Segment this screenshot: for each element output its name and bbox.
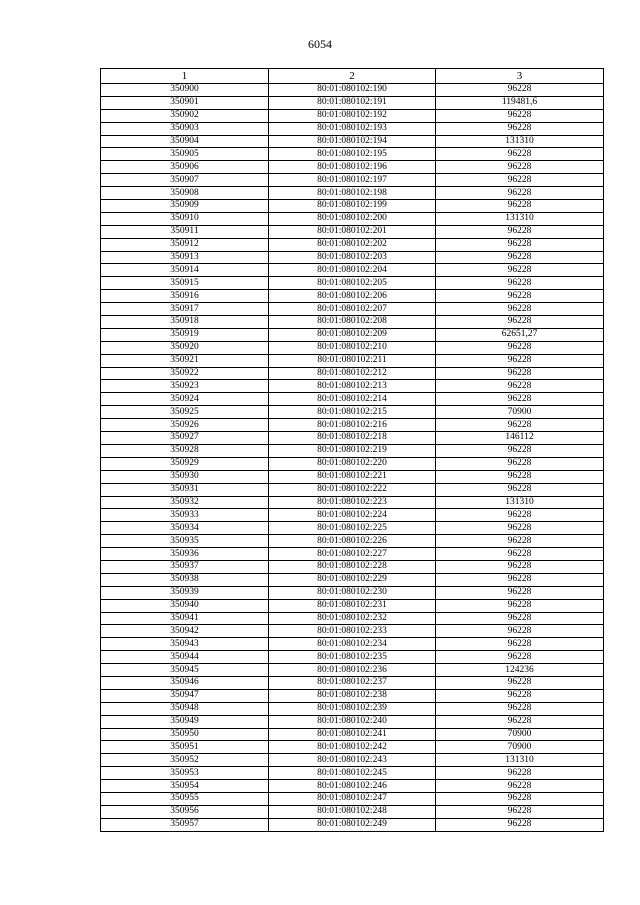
- table-row: [101, 135, 604, 148]
- table-row: [101, 483, 604, 496]
- table-row: [101, 470, 604, 483]
- table-row: [101, 354, 604, 367]
- cadastral-number-cell: 80:01:080102:241: [269, 728, 436, 741]
- table-row: [101, 290, 604, 303]
- cadastral-number-cell: 80:01:080102:230: [269, 586, 436, 599]
- table-row: [101, 316, 604, 329]
- value-cell: 96228: [436, 354, 604, 367]
- value-cell: 131310: [436, 496, 604, 509]
- value-cell: 96228: [436, 393, 604, 406]
- row-number-cell: 350947: [101, 689, 269, 702]
- row-number-cell: 350928: [101, 444, 269, 457]
- row-number-cell: 350908: [101, 187, 269, 200]
- row-number-cell: 350948: [101, 702, 269, 715]
- table-row: [101, 380, 604, 393]
- table-row: [101, 109, 604, 122]
- cadastral-number-cell: 80:01:080102:191: [269, 96, 436, 109]
- cadastral-number-cell: 80:01:080102:204: [269, 264, 436, 277]
- column-header-1: 1: [101, 69, 269, 84]
- value-cell: 96228: [436, 457, 604, 470]
- value-cell: 96228: [436, 277, 604, 290]
- cadastral-number-cell: 80:01:080102:249: [269, 818, 436, 831]
- table-row: [101, 676, 604, 689]
- table-row: [101, 303, 604, 316]
- cadastral-number-cell: 80:01:080102:234: [269, 638, 436, 651]
- row-number-cell: 350930: [101, 470, 269, 483]
- value-cell: 96228: [436, 251, 604, 264]
- cadastral-number-cell: 80:01:080102:216: [269, 419, 436, 432]
- cadastral-number-cell: 80:01:080102:219: [269, 444, 436, 457]
- cadastral-number-cell: 80:01:080102:236: [269, 664, 436, 677]
- row-number-cell: 350926: [101, 419, 269, 432]
- table-row: [101, 406, 604, 419]
- row-number-cell: 350934: [101, 522, 269, 535]
- table-row: [101, 599, 604, 612]
- table-row: [101, 328, 604, 341]
- row-number-cell: 350956: [101, 805, 269, 818]
- row-number-cell: 350925: [101, 406, 269, 419]
- row-number-cell: 350941: [101, 612, 269, 625]
- table-row: [101, 277, 604, 290]
- cadastral-number-cell: 80:01:080102:229: [269, 573, 436, 586]
- table-row: [101, 341, 604, 354]
- table-row: [101, 612, 604, 625]
- value-cell: 96228: [436, 225, 604, 238]
- cadastral-number-cell: 80:01:080102:201: [269, 225, 436, 238]
- row-number-cell: 350916: [101, 290, 269, 303]
- page-number: 6054: [308, 37, 332, 51]
- table-row: [101, 174, 604, 187]
- value-cell: 96228: [436, 174, 604, 187]
- value-cell: 131310: [436, 754, 604, 767]
- row-number-cell: 350905: [101, 148, 269, 161]
- row-number-cell: 350940: [101, 599, 269, 612]
- value-cell: 96228: [436, 573, 604, 586]
- value-cell: 96228: [436, 187, 604, 200]
- cadastral-number-cell: 80:01:080102:225: [269, 522, 436, 535]
- row-number-cell: 350902: [101, 109, 269, 122]
- value-cell: 96228: [436, 780, 604, 793]
- row-number-cell: 350912: [101, 238, 269, 251]
- cadastral-number-cell: 80:01:080102:195: [269, 148, 436, 161]
- value-cell: 96228: [436, 676, 604, 689]
- row-number-cell: 350918: [101, 316, 269, 329]
- table-row: [101, 367, 604, 380]
- cadastral-number-cell: 80:01:080102:233: [269, 625, 436, 638]
- table-row: [101, 225, 604, 238]
- value-cell: 96228: [436, 264, 604, 277]
- row-number-cell: 350933: [101, 509, 269, 522]
- table-row: [101, 741, 604, 754]
- cadastral-number-cell: 80:01:080102:203: [269, 251, 436, 264]
- value-cell: 96228: [436, 380, 604, 393]
- value-cell: 96228: [436, 599, 604, 612]
- row-number-cell: 350946: [101, 676, 269, 689]
- cadastral-number-cell: 80:01:080102:242: [269, 741, 436, 754]
- value-cell: 96228: [436, 303, 604, 316]
- table-row: [101, 638, 604, 651]
- table-row: [101, 432, 604, 445]
- cadastral-number-cell: 80:01:080102:245: [269, 767, 436, 780]
- table-row: [101, 251, 604, 264]
- row-number-cell: 350917: [101, 303, 269, 316]
- cadastral-number-cell: 80:01:080102:218: [269, 432, 436, 445]
- row-number-cell: 350949: [101, 715, 269, 728]
- cadastral-number-cell: 80:01:080102:199: [269, 200, 436, 213]
- value-cell: 96228: [436, 612, 604, 625]
- value-cell: 96228: [436, 651, 604, 664]
- table-row: [101, 818, 604, 831]
- value-cell: 96228: [436, 522, 604, 535]
- cadastral-number-cell: 80:01:080102:213: [269, 380, 436, 393]
- value-cell: 96228: [436, 818, 604, 831]
- value-cell: 96228: [436, 586, 604, 599]
- value-cell: 70900: [436, 406, 604, 419]
- row-number-cell: 350921: [101, 354, 269, 367]
- table-row: [101, 496, 604, 509]
- row-number-cell: 350957: [101, 818, 269, 831]
- table-row: [101, 715, 604, 728]
- column-header-2: 2: [269, 69, 436, 84]
- row-number-cell: 350923: [101, 380, 269, 393]
- row-number-cell: 350952: [101, 754, 269, 767]
- row-number-cell: 350906: [101, 161, 269, 174]
- cadastral-number-cell: 80:01:080102:232: [269, 612, 436, 625]
- row-number-cell: 350927: [101, 432, 269, 445]
- row-number-cell: 350901: [101, 96, 269, 109]
- row-number-cell: 350942: [101, 625, 269, 638]
- value-cell: 96228: [436, 419, 604, 432]
- row-number-cell: 350931: [101, 483, 269, 496]
- value-cell: 96228: [436, 548, 604, 561]
- value-cell: 96228: [436, 200, 604, 213]
- table-row: [101, 444, 604, 457]
- table-row: [101, 122, 604, 135]
- table-row: [101, 96, 604, 109]
- table-row: [101, 200, 604, 213]
- cadastral-number-cell: 80:01:080102:240: [269, 715, 436, 728]
- cadastral-number-cell: 80:01:080102:210: [269, 341, 436, 354]
- row-number-cell: 350937: [101, 560, 269, 573]
- table-row: [101, 586, 604, 599]
- table-row: [101, 767, 604, 780]
- value-cell: 96228: [436, 535, 604, 548]
- value-cell: 96228: [436, 767, 604, 780]
- cadastral-number-cell: 80:01:080102:211: [269, 354, 436, 367]
- cadastral-number-cell: 80:01:080102:238: [269, 689, 436, 702]
- table-row: [101, 535, 604, 548]
- table-row: [101, 393, 604, 406]
- row-number-cell: 350915: [101, 277, 269, 290]
- row-number-cell: 350951: [101, 741, 269, 754]
- cadastral-number-cell: 80:01:080102:194: [269, 135, 436, 148]
- table-row: [101, 689, 604, 702]
- value-cell: 124236: [436, 664, 604, 677]
- cadastral-number-cell: 80:01:080102:247: [269, 792, 436, 805]
- value-cell: 96228: [436, 702, 604, 715]
- value-cell: 96228: [436, 341, 604, 354]
- cadastral-number-cell: 80:01:080102:196: [269, 161, 436, 174]
- row-number-cell: 350953: [101, 767, 269, 780]
- row-number-cell: 350938: [101, 573, 269, 586]
- cadastral-number-cell: 80:01:080102:197: [269, 174, 436, 187]
- cadastral-number-cell: 80:01:080102:215: [269, 406, 436, 419]
- cadastral-number-cell: 80:01:080102:193: [269, 122, 436, 135]
- cadastral-number-cell: 80:01:080102:200: [269, 212, 436, 225]
- table-row: [101, 238, 604, 251]
- row-number-cell: 350954: [101, 780, 269, 793]
- value-cell: 131310: [436, 135, 604, 148]
- row-number-cell: 350932: [101, 496, 269, 509]
- cadastral-number-cell: 80:01:080102:206: [269, 290, 436, 303]
- table-header: [101, 69, 604, 84]
- value-cell: 62651,27: [436, 328, 604, 341]
- table-row: [101, 728, 604, 741]
- value-cell: 96228: [436, 470, 604, 483]
- column-header-3: 3: [436, 69, 604, 84]
- cadastral-number-cell: 80:01:080102:231: [269, 599, 436, 612]
- value-cell: 96228: [436, 109, 604, 122]
- table-row: [101, 548, 604, 561]
- row-number-cell: 350924: [101, 393, 269, 406]
- value-cell: 96228: [436, 483, 604, 496]
- row-number-cell: 350929: [101, 457, 269, 470]
- cadastral-number-cell: 80:01:080102:207: [269, 303, 436, 316]
- value-cell: 96228: [436, 84, 604, 97]
- value-cell: 96228: [436, 560, 604, 573]
- cadastral-number-cell: 80:01:080102:205: [269, 277, 436, 290]
- row-number-cell: 350909: [101, 200, 269, 213]
- value-cell: 70900: [436, 741, 604, 754]
- table-row: [101, 805, 604, 818]
- value-cell: 96228: [436, 122, 604, 135]
- cadastral-number-cell: 80:01:080102:239: [269, 702, 436, 715]
- table-row: [101, 702, 604, 715]
- table-row: [101, 509, 604, 522]
- cadastral-number-cell: 80:01:080102:243: [269, 754, 436, 767]
- value-cell: 131310: [436, 212, 604, 225]
- value-cell: 96228: [436, 638, 604, 651]
- value-cell: 96228: [436, 509, 604, 522]
- row-number-cell: 350907: [101, 174, 269, 187]
- cadastral-number-cell: 80:01:080102:192: [269, 109, 436, 122]
- row-number-cell: 350920: [101, 341, 269, 354]
- row-number-cell: 350935: [101, 535, 269, 548]
- table-row: [101, 573, 604, 586]
- table-row: [101, 84, 604, 97]
- cadastral-number-cell: 80:01:080102:220: [269, 457, 436, 470]
- value-cell: 96228: [436, 715, 604, 728]
- cadastral-number-cell: 80:01:080102:226: [269, 535, 436, 548]
- value-cell: 96228: [436, 444, 604, 457]
- cadastral-number-cell: 80:01:080102:248: [269, 805, 436, 818]
- row-number-cell: 350944: [101, 651, 269, 664]
- value-cell: 96228: [436, 238, 604, 251]
- row-number-cell: 350914: [101, 264, 269, 277]
- cadastral-number-cell: 80:01:080102:246: [269, 780, 436, 793]
- value-cell: 96228: [436, 161, 604, 174]
- row-number-cell: 350939: [101, 586, 269, 599]
- cadastral-number-cell: 80:01:080102:221: [269, 470, 436, 483]
- row-number-cell: 350911: [101, 225, 269, 238]
- cadastral-number-cell: 80:01:080102:237: [269, 676, 436, 689]
- table-body: [101, 84, 604, 832]
- table-row: [101, 780, 604, 793]
- table-row: [101, 651, 604, 664]
- cadastral-number-cell: 80:01:080102:228: [269, 560, 436, 573]
- table-row: [101, 522, 604, 535]
- row-number-cell: 350922: [101, 367, 269, 380]
- row-number-cell: 350910: [101, 212, 269, 225]
- cadastral-number-cell: 80:01:080102:222: [269, 483, 436, 496]
- value-cell: 96228: [436, 367, 604, 380]
- header-row: [101, 69, 604, 84]
- row-number-cell: 350913: [101, 251, 269, 264]
- table-row: [101, 187, 604, 200]
- cadastral-number-cell: 80:01:080102:198: [269, 187, 436, 200]
- cadastral-number-cell: 80:01:080102:224: [269, 509, 436, 522]
- value-cell: 96228: [436, 625, 604, 638]
- table-row: [101, 754, 604, 767]
- cadastral-number-cell: 80:01:080102:208: [269, 316, 436, 329]
- cadastral-number-cell: 80:01:080102:190: [269, 84, 436, 97]
- value-cell: 96228: [436, 148, 604, 161]
- row-number-cell: 350919: [101, 328, 269, 341]
- row-number-cell: 350950: [101, 728, 269, 741]
- value-cell: 96228: [436, 689, 604, 702]
- row-number-cell: 350900: [101, 84, 269, 97]
- row-number-cell: 350943: [101, 638, 269, 651]
- row-number-cell: 350945: [101, 664, 269, 677]
- row-number-cell: 350904: [101, 135, 269, 148]
- table-row: [101, 161, 604, 174]
- table-row: [101, 560, 604, 573]
- table-row: [101, 148, 604, 161]
- table-row: [101, 419, 604, 432]
- row-number-cell: 350903: [101, 122, 269, 135]
- value-cell: 96228: [436, 290, 604, 303]
- value-cell: 96228: [436, 792, 604, 805]
- table-row: [101, 264, 604, 277]
- cadastral-number-cell: 80:01:080102:212: [269, 367, 436, 380]
- cadastral-number-cell: 80:01:080102:227: [269, 548, 436, 561]
- value-cell: 70900: [436, 728, 604, 741]
- table-row: [101, 664, 604, 677]
- table-row: [101, 792, 604, 805]
- cadastral-number-cell: 80:01:080102:202: [269, 238, 436, 251]
- cadastral-number-cell: 80:01:080102:223: [269, 496, 436, 509]
- value-cell: 96228: [436, 316, 604, 329]
- cadastral-number-cell: 80:01:080102:235: [269, 651, 436, 664]
- value-cell: 146112: [436, 432, 604, 445]
- row-number-cell: 350936: [101, 548, 269, 561]
- row-number-cell: 350955: [101, 792, 269, 805]
- table-row: [101, 457, 604, 470]
- value-cell: 119481,6: [436, 96, 604, 109]
- table-row: [101, 625, 604, 638]
- value-cell: 96228: [436, 805, 604, 818]
- table-row: [101, 212, 604, 225]
- data-table: [100, 68, 604, 832]
- cadastral-number-cell: 80:01:080102:214: [269, 393, 436, 406]
- cadastral-number-cell: 80:01:080102:209: [269, 328, 436, 341]
